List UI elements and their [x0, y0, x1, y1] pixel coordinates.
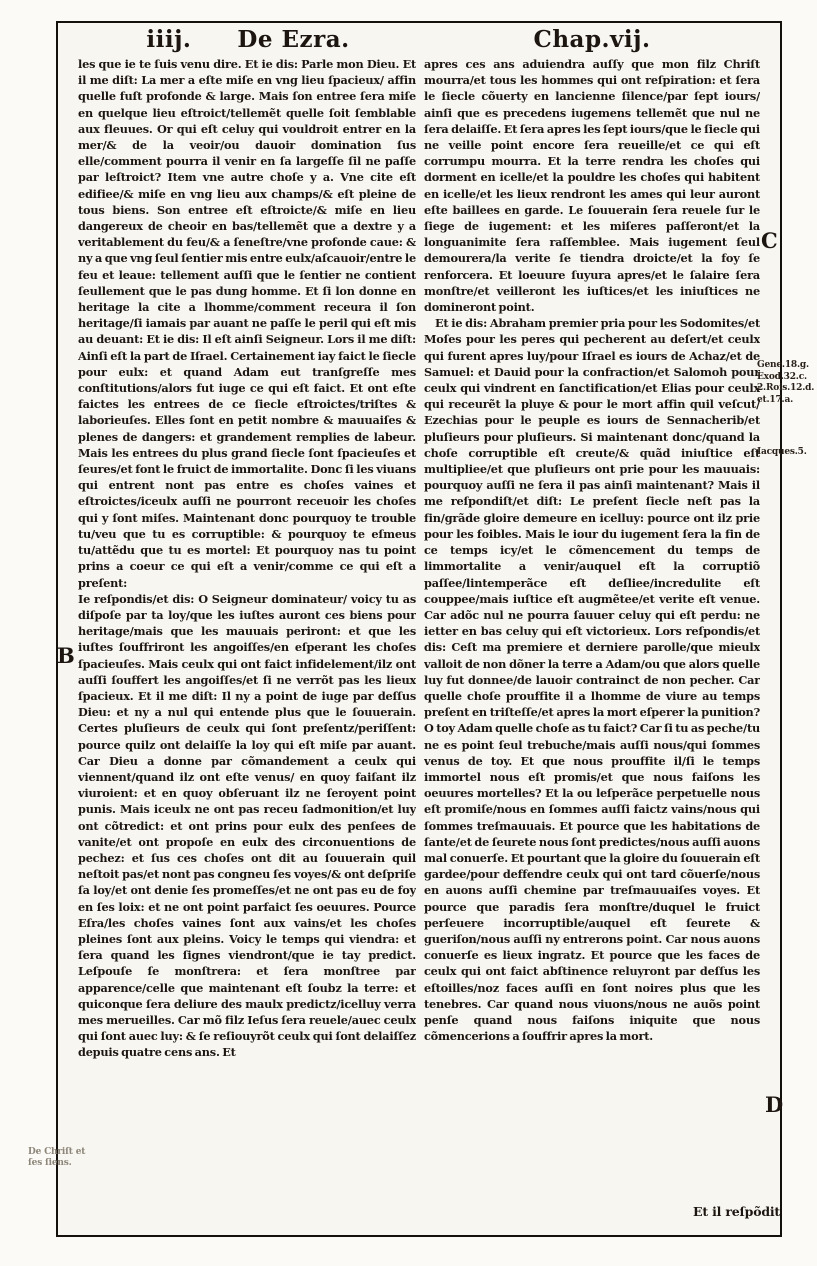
body-paragraph: apres ces ans aduiendra auſſy que mon filz Chriſt mourra/et tous les hommes qui ont reſpiration: et ſera le ſiecle cõuerty en lancienne ſilence/par ſept iours/ ainſi que es precedens iugemens tellemẽt que nul ne ſera delaiſſe. Et ſera apres les ſept iours/que le ſiecle qui ne veille point encore ſera reueille/et ce qui eſt corrumpu mourra. Et la terre rendra les choſes qui dorment en icelle/et la pouldre les choſes qui habitent en icelle/et les lieux rendront les ames qui leur auront eſte baillees en garde. Le ſouuerain ſera reuele ſur le ſiege de iugement: et les miſeres paſſeront/et la longuanimite ſera raſſemblee. Mais iugement ſeul demourera/la verite ſe tiendra droicte/et la foy ſe renforcera. Et loeuure ſuyura apres/et le ſalaire ſera monſtre/et veilleront les iuſtices/et les iniuſtices ne domineront point.	[424, 57, 760, 315]
margin-section-letter-d: D	[765, 1092, 784, 1117]
text-column-left	[78, 56, 416, 1218]
margin-ref: Gene.18.g.	[757, 360, 809, 370]
folio-number: iiij.	[146, 26, 192, 53]
margin-note-line: De Chriſt et	[28, 1147, 86, 1157]
margin-note-line: ſes ſiens.	[28, 1158, 72, 1168]
body-paragraph: les que ie te ſuis venu dire. Et ie dis: Parle mon Dieu. Et il me diſt: La mer a eſte miſe en vng lieu ſpacieux/ affin quelle fuſt profonde & large. Mais ſon entree ſera miſe en quelque lieu eſtroict/tellemẽt quelle ſoit ſemblable aux fleuues. Or qui eſt celuy qui vouldroit entrer en la mer/& de la veoir/ou dauoir domination ſus elle/comment pourra il venir en ſa largeſſe ſil ne paſſe par leſtroict? Item vne autre choſe y a. Vne cite eſt edifiee/& miſe en vng lieu aux champs/& eſt pleine de tous biens. Son entree eſt eſtroicte/& miſe en lieu dangereux de cheoir en bas/tellemẽt que a dextre y a veritablement du feu/& a ſeneſtre/vne profonde caue: & ny a que vng ſeul ſentier mis entre eulx/aſcauoir/entre le feu et leaue: tellement auſſi que le ſentier ne contient ſeullement que le pas dung homme. Et ſi lon donne en heritage la cite a lhomme/comment receura il ſon heritage/ſi iamais par auant ne paſſe le peril qui eſt mis au deuant: Et ie dis: Il eſt ainſi Seigneur. Lors il me diſt: Ainſi eſt la part de Iſrael. Certainement iay faict le ſiecle pour eulx: et quand Adam eut tranſgreſſe mes conſtitutions/alors fut iuge ce qui eſt faict. Et ont eſte faictes les entrees de ce ſiecle eſtroictes/triſtes & laborieuſes. Elles ſont en petit nombre & mauuaiſes & plenes de dangers: et grandement remplies de labeur. Mais les entrees du plus grand ſiecle ſont ſpacieuſes et ſeures/et font le fruict de immortalite. Donc ſi les viuans qui entrent nont pas entre es choſes vaines et eſtroictes/iceulx auſſi ne pourront receuoir les choſes qui y ſont miſes. Maintenant donc pourquoy te trouble tu/veu que tu es corruptible: & pourquoy te eſmeus tu/attẽdu que tu es mortel: Et pourquoy nas tu point prins a coeur ce qui eſt a venir/comme ce qui eſt a preſent:	[78, 57, 416, 590]
margin-scripture-ref-james	[757, 447, 815, 459]
text-column-right	[424, 56, 760, 1218]
margin-ref: 2.Rois.12.d.	[757, 383, 815, 393]
running-title-chapter: Chap.vij.	[533, 26, 651, 53]
margin-ref: et.17.a.	[757, 394, 794, 405]
margin-section-letter-c: C	[761, 228, 778, 253]
margin-section-letter-b: B	[57, 643, 75, 668]
body-paragraph: Ie reſpondis/et dis: O Seigneur dominateur/ voicy tu as diſpoſe par ta loy/que les iuſtes auront ces biens pour heritage/mais que les mauuais periront: et que les iuſtes ſouffriront les angoiſſes/en eſperant les choſes ſpacieuſes. Mais ceulx qui ont faict infidelement/ilz ont auſſi ſouffert les angoiſſes/et ſi ne verrõt pas les lieux ſpacieux. Et il me diſt: Il ny a point de iuge par deſſus Dieu: et ny a nul qui entende plus que le ſouuerain. Certes pluſieurs de ceulx qui ſont preſentz/periſſent: pource quilz ont delaiſſe la loy qui eſt miſe par auant. Car Dieu a donne par cõmandement a ceulx qui viennent/quand ilz ont eſte venus/ en quoy faiſant ilz viuroient: et en quoy obſeruant ilz ne ſeroyent point punis. Mais iceulx ne ont pas receu ſadmonition/et luy ont cõtredict: et ont prins pour eulx des penſees de vanite/et ont propoſe en eulx des circonuentions de pechez: et ſus ces choſes ont dit au ſouuerain quil neſtoit pas/et nont pas congneu ſes voyes/& ont deſpriſe ſa loy/et ont denie ſes promeſſes/et ne ont pas eu de foy en ſes loix: et ne ont point parfaict ſes oeuures. Pource Eſra/les choſes vaines ſont aux vains/et les choſes pleines ſont aux pleins. Voicy le temps qui viendra: et ſera quand les ſignes viendront/que ie tay predict. Leſpouſe ſe monſtrera: et ſera monſtree par apparence/celle que maintenant eſt ſoubz la terre: et quiconque ſera deliure des maulx predictz/icelluy verra mes merueilles. Car mõ filz Ieſus ſera reuele/auec ceulx qui ſont auec luy: & ſe reſiouyrõt ceulx qui ſont delaiſſez depuis quatre cens ans. Et	[78, 591, 416, 1060]
margin-ref: Exod.32.c.	[757, 371, 807, 382]
margin-scripture-refs	[757, 360, 815, 406]
catchword: Et il reſpõdit	[693, 1204, 780, 1219]
running-header-right	[424, 26, 760, 56]
running-title-book: De Ezra.	[237, 26, 350, 53]
margin-note-bottom-left	[28, 1147, 92, 1169]
running-header-left	[80, 26, 416, 56]
margin-ref: Iacques.5.	[757, 447, 807, 457]
body-paragraph: Et ie dis: Abraham premier pria pour les Sodomites/et Moſes pour les peres qui pecherent au deſert/et ceulx qui furent apres luy/pour Iſrael es iours de Achaz/et de Samuel: et Dauid pour la confraction/et Salomoh pour ceulx qui vindrent en ſanctification/et Elias pour ceulx qui receurẽt la pluye & pour le mort affin quil veſcut/ Ezechias pour le peuple es iours de Sennacherib/et pluſieurs pour pluſieurs. Si maintenant donc/quand la choſe corruptible eſt creute/& quãd iniuſtice eſt multipliee/et que pluſieurs ont prie pour les mauuais: pourquoy auſſi ne ſera il pas ainſi maintenant? Mais il me reſpondiſt/et diſt: Le preſent ſiecle neſt pas la fin/grãde gloire demeure en icelluy: pource ont ilz prie pour les foibles. Mais le iour du iugement ſera la fin de ce temps icy/et le cõmencement du temps de limmortalite a venir/auquel eſt la corruptiõ paſſee/lintemperãce eſt deſliee/incredulite eſt couppee/mais iuſtice eſt augmẽtee/et verite eſt venue. Car adõc nul ne pourra ſauuer celuy qui eſt perdu: ne ietter en bas celuy qui eſt victorieux. Lors reſpondis/et dis: Ceſt ma premiere et derniere parolle/que mieulx valloit de non dõner la terre a Adam/ou que alors quelle luy fut donnee/de lauoir contrainct de non pecher. Car quelle choſe prouffite il a lhomme de viure au temps preſent en triſteſſe/et apres la mort eſperer la punition? O toy Adam quelle choſe as tu faict? Car ſi tu as peche/tu ne es point ſeul trebuche/mais auſſi nous/qui ſommes venus de toy. Et que nous prouffite il/ſi le temps immortel nous eſt promis/et que nous faiſons les oeuures mortelles? Et la ou leſperãce perpetuelle nous eſt promiſe/nous en ſommes auſſi faictz vains/nous qui ſommes treſmauuais. Et pource que les habitations de ſante/et de ſeurete nous ſont predictes/nous auſſi auons mal conuerſe. Et pourtant que la gloire du ſouuerain eſt gardee/pour deffendre ceulx qui ont tard cõuerſe/nous en auons auſſi chemine par treſmauuaiſes voyes. Et pource que paradis ſera monſtre/duquel le fruict perſeuere incorruptible/auquel eſt ſeurete & gueriſon/nous auſſi ny entrerons point. Car nous auons conuerſe es lieux ingratz. Et pource que les faces de ceulx qui ont faict abſtinence reluyront par deſſus les eſtoilles/noz faces auſſi en ſont noires plus que les tenebres. Car quand nous viuons/nous ne auõs point penſe quand nous faiſons iniquite que nous cõmencerions a ſouffrir apres la mort.	[424, 316, 760, 1044]
